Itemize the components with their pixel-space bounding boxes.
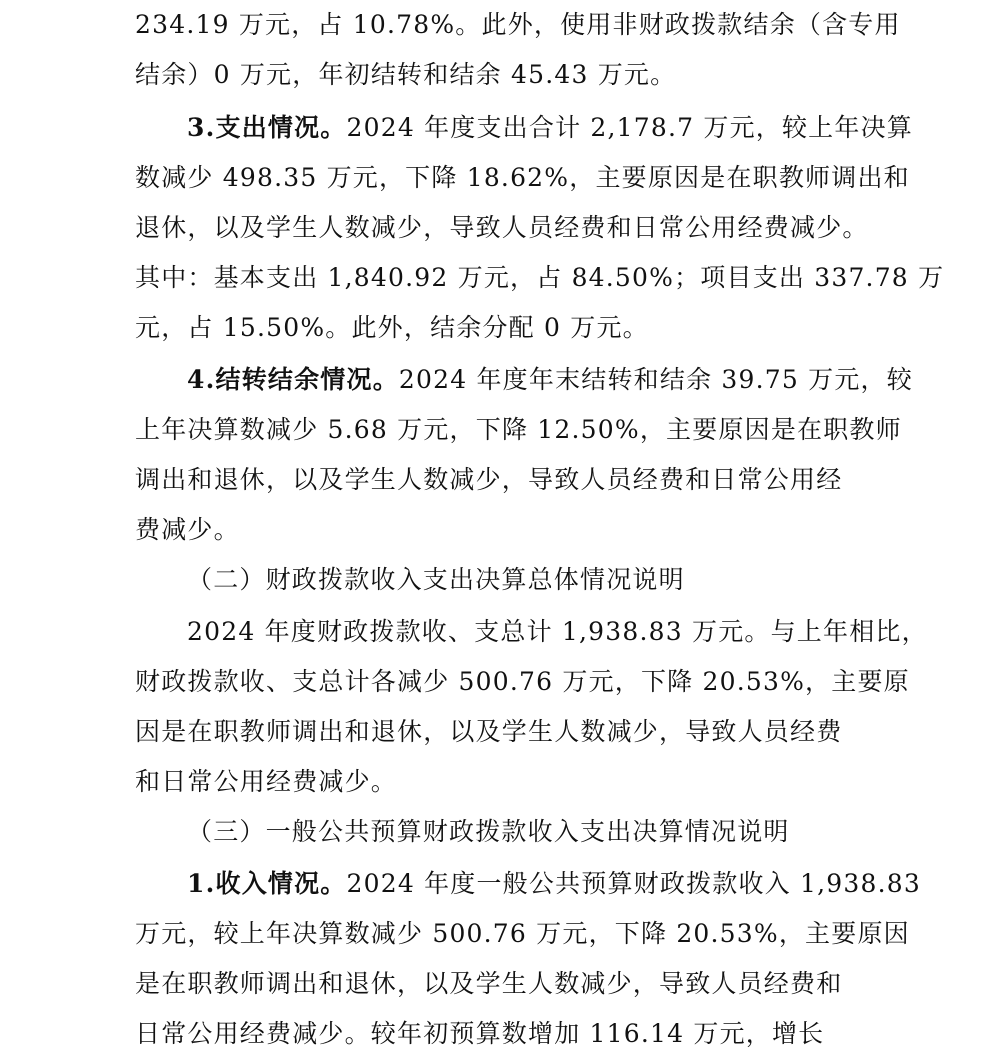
paragraph-lead: 1.收入情况。	[187, 869, 347, 898]
text-line: 和日常公用经费减少。	[135, 767, 398, 796]
text-line: 日常公用经费减少。较年初预算数增加 116.14 万元，增长	[135, 1019, 825, 1048]
text-line: 万元，较上年决算数减少 500.76 万元，下降 20.53%，主要原因	[135, 919, 910, 948]
paragraph-lead: 3.支出情况。	[187, 113, 347, 142]
text-span: 2024 年度一般公共预算财政拨款收入 1,938.83	[346, 869, 921, 898]
text-line: 退休，以及学生人数减少，导致人员经费和日常公用经费减少。	[135, 213, 869, 242]
text-line: 上年决算数减少 5.68 万元，下降 12.50%，主要原因是在职教师	[135, 415, 902, 444]
paragraph-first-line	[187, 355, 913, 405]
text-line: 调出和退休，以及学生人数减少，导致人员经费和日常公用经	[135, 465, 843, 494]
paragraph-first-line	[187, 859, 921, 909]
text-line: 元，占 15.50%。此外，结余分配 0 万元。	[135, 313, 649, 342]
text-line: 其中：基本支出 1,840.92 万元，占 84.50%；项目支出 337.78 万	[135, 263, 945, 292]
text-line: 2024 年度财政拨款收、支总计 1,938.83 万元。与上年相比，	[187, 617, 928, 646]
text-line: 是在职教师调出和退休，以及学生人数减少，导致人员经费和	[135, 969, 843, 998]
text-line: 数减少 498.35 万元，下降 18.62%，主要原因是在职教师调出和	[135, 163, 910, 192]
text-line: 财政拨款收、支总计各减少 500.76 万元，下降 20.53%，主要原	[135, 667, 910, 696]
text-span: 2024 年度年末结转和结余 39.75 万元，较	[398, 365, 913, 394]
text-span: 2024 年度支出合计 2,178.7 万元，较上年决算	[346, 113, 913, 142]
section-heading: （二）财政拨款收入支出决算总体情况说明	[187, 565, 685, 594]
paragraph-lead: 4.结转结余情况。	[187, 365, 399, 394]
text-line: 结余）0 万元，年初结转和结余 45.43 万元。	[135, 60, 677, 89]
paragraph-first-line	[187, 103, 913, 153]
section-heading: （三）一般公共预算财政拨款收入支出决算情况说明	[187, 817, 790, 846]
text-line: 234.19 万元，占 10.78%。此外，使用非财政拨款结余（含专用	[135, 10, 901, 39]
text-line: 因是在职教师调出和退休，以及学生人数减少，导致人员经费	[135, 717, 843, 746]
text-line: 费减少。	[135, 515, 240, 544]
